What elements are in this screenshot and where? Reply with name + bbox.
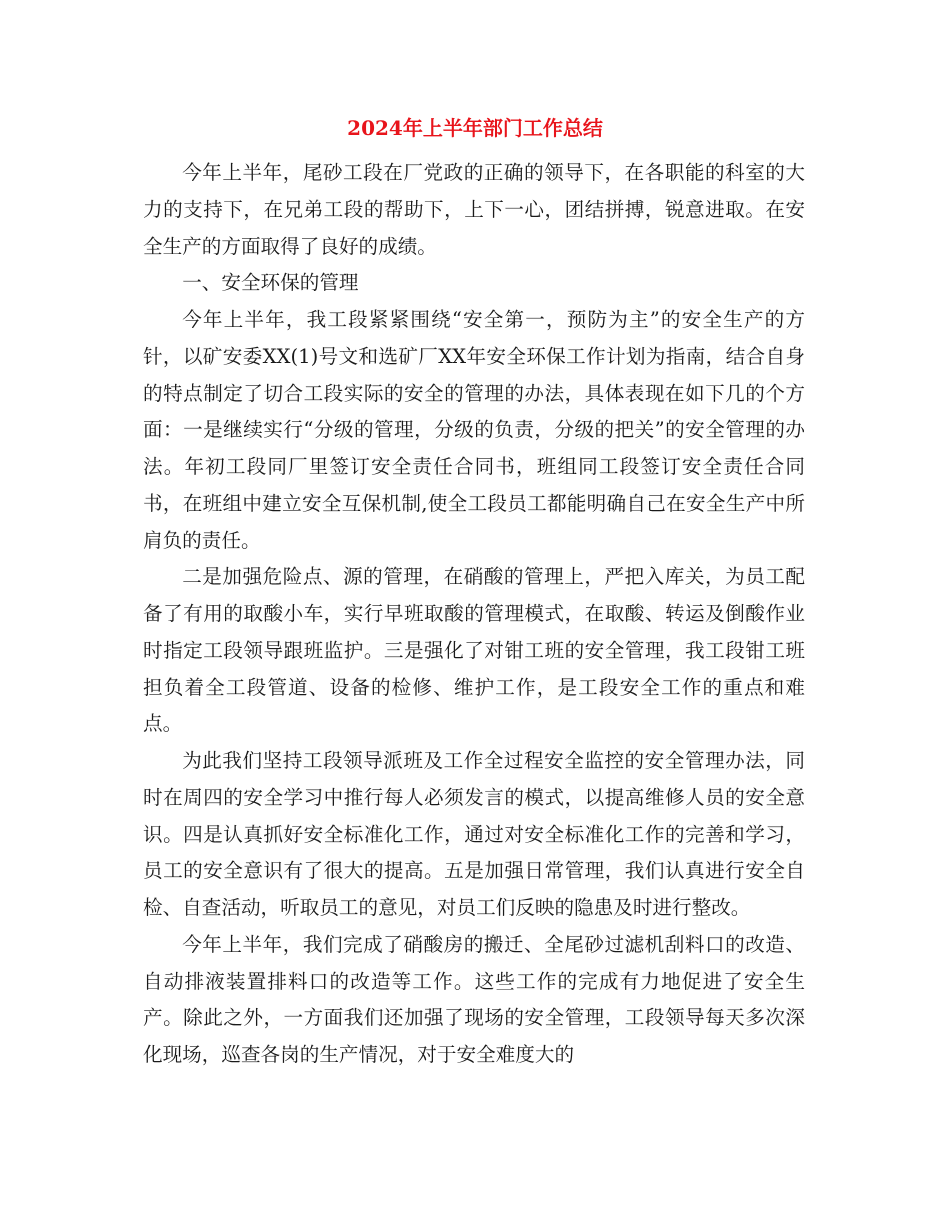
paragraph-safety-monitoring: 为此我们坚持工段领导派班及工作全过程安全监控的安全管理办法，同时在周四的安全学习中推行每人必须发言的模式，以提高维修人员的安全意识。四是认真抓好安全标准化工作，通过对安全标准化工作的完善和学习，员工的安全意识有了很大的提高。五是加强日常管理，我们认真进行安全自检、自查活动，听取员工的意见，对员工们反映的隐患及时进行整改。 — [143, 749, 805, 919]
paragraph-renovation-work: 今年上半年，我们完成了硝酸房的搬迁、全尾砂过滤机刮料口的改造、自动排液装置排料口的改造等工作。这些工作的完成有力地促进了安全生产。除此之外，一方面我们还加强了现场的安全管理，工段领导每天多次深化现场，巡查各岗的生产情况，对于安全难度大的 — [143, 932, 805, 1066]
document-title: 2024年上半年部门工作总结 — [347, 116, 603, 140]
section-heading-safety: 一、安全环保的管理 — [182, 271, 359, 295]
paragraph-hazard-management: 二是加强危险点、源的管理，在硝酸的管理上，严把入库关，为员工配备了有用的取酸小车，实行早班取酸的管理模式，在取酸、转运及倒酸作业时指定工段领导跟班监护。三是强化了对钳工班的安全管理，我工段钳工班担负着全工段管道、设备的检修、维护工作，是工段安全工作的重点和难点。 — [143, 565, 805, 736]
paragraph-intro: 今年上半年，尾砂工段在厂党政的正确的领导下，在各职能的科室的大力的支持下，在兄弟工段的帮助下，上下一心，团结拼搏，锐意进取。在安全生产的方面取得了良好的成绩。 — [143, 161, 805, 258]
paragraph-safety-policy: 今年上半年，我工段紧紧围绕“安全第一，预防为主”的安全生产的方针，以矿安委XX(1)号文和选矿厂XX年安全环保工作计划为指南，结合自身的特点制定了切合工段实际的安全的管理的办法，具体表现在如下几的个方面：一是继续实行“分级的管理，分级的负责，分级的把关”的安全管理的办法。年初工段同厂里签订安全责任合同书，班组同工段签订安全责任合同书，在班组中建立安全互保机制,使全工段员工都能明确自己在安全生产中所肩负的责任。 — [143, 308, 805, 552]
document-body — [143, 155, 805, 1074]
